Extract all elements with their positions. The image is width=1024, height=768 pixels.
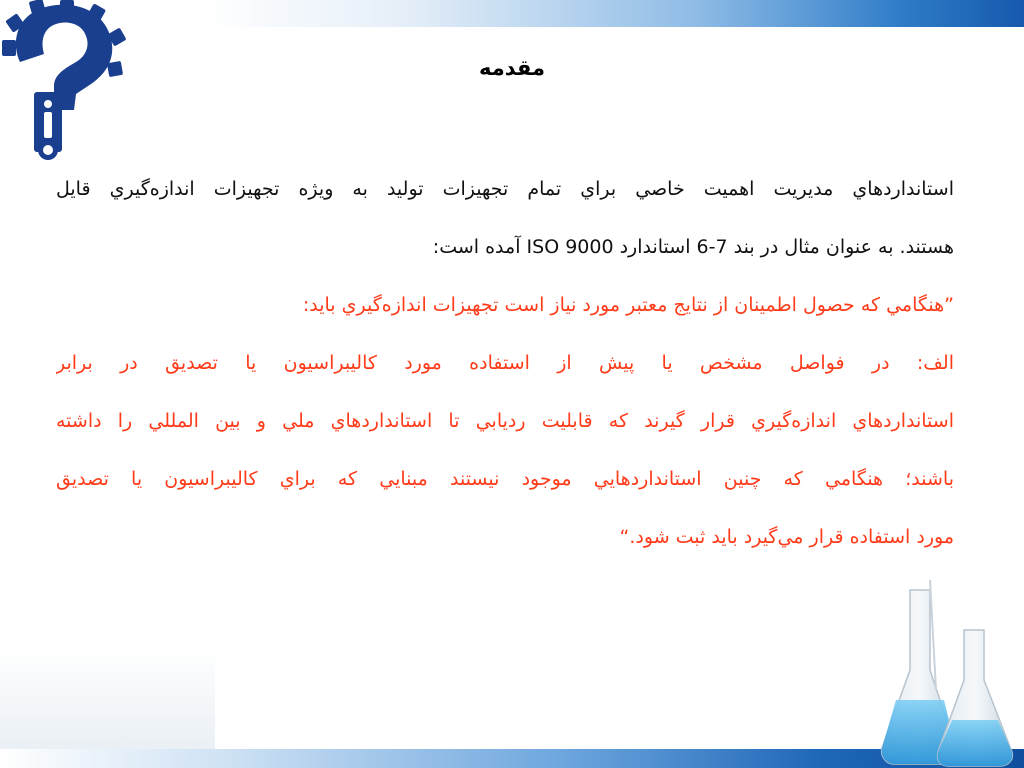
quote-line-4: باشند؛ هنگامي كه چنين استانداردهايي موجود نيستند مبنايي كه براي كاليبراسيون يا تصديق xyxy=(56,468,954,490)
paragraph-1-line-2: هستند. به عنوان مثال در بند 7-6 استاندارد ISO 9000 آمده است: xyxy=(432,236,954,258)
slide-body xyxy=(56,160,954,566)
bottom-gradient-bar xyxy=(0,749,1024,768)
paragraph-1-line-1: استانداردهاي مديريت اهميت خاصي براي تمام تجهيزات توليد به ويژه تجهيزات اندازه‌گيري قايل xyxy=(56,178,954,200)
laboratory-flasks-icon xyxy=(872,580,1024,768)
quote-line-1: ”هنگامي كه حصول اطمينان از نتايج معتبر مورد نياز است تجهيزات اندازه‌گيري بايد: xyxy=(302,294,954,316)
quote-line-2: الف: در فواصل مشخص يا پيش از استفاده مورد كاليبراسيون يا تصديق در برابر xyxy=(56,352,954,374)
quote-line-5: مورد استفاده قرار مي‌گيرد بايد ثبت شود.“ xyxy=(619,526,954,548)
quote-line-3: استانداردهاي اندازه‌گيري قرار گيرند كه قابليت ردیابي تا استانداردهاي ملي و بين المللي را داشته xyxy=(56,410,954,432)
top-gradient-bar xyxy=(205,0,1024,27)
bottom-left-fade xyxy=(0,648,215,749)
question-mark-gear-logo xyxy=(0,0,130,168)
slide-title: مقدمه xyxy=(479,56,545,80)
